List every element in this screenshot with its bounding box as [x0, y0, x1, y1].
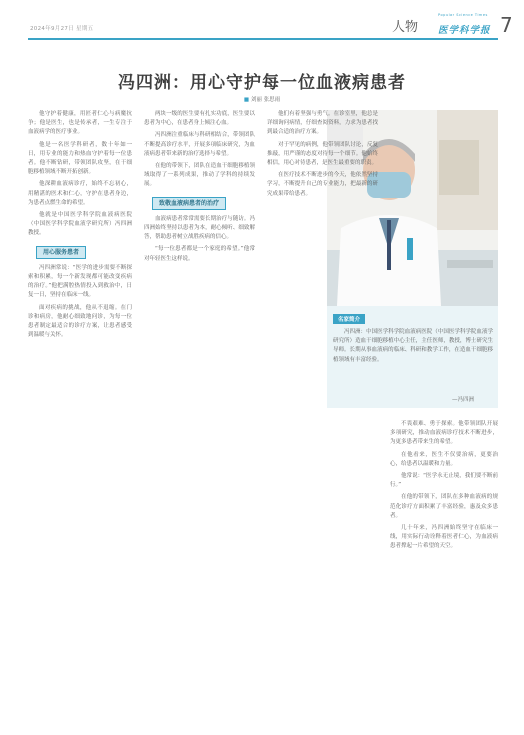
article-title: 冯四洲：用心守护每一位血液病患者 [118, 73, 406, 93]
byline-text: 刘丽 张思雨 [250, 97, 281, 103]
profile-tag: 名家简介 [333, 314, 365, 324]
byline-dot-icon: ■ [243, 97, 250, 103]
paragraph: 血液病患者常常需要长期治疗与随访。冯四洲始终坚持以患者为本，耐心倾听、细致解答，帮助患者树立战胜疾病的信心。 [144, 215, 255, 241]
paragraph: 他守护着健康，用匠者仁心与病魔抗争；他是医生，也是传承者，一生专注于血液病学的医疗事业。 [28, 111, 132, 136]
issue-date: 2024年9月27日 星期五 [30, 26, 94, 32]
page-header [0, 0, 524, 42]
article-body [28, 110, 498, 730]
paragraph: 他就是中国医学科学院血液病医院（中国医学科学院血液学研究所）冯四洲教授。 [28, 212, 132, 237]
column-1 [28, 110, 132, 343]
paragraph: 冯四洲常说：“医学的进步需要不断探索和积累，每一个新发现都可能改变疾病的治疗。”他把满腔热情投入到救治中，日复一日，坚持在临床一线。 [28, 264, 132, 299]
paragraph: 他深耕血液病诊疗，始终不忘初心，用精湛的医术和仁心，守护在患者身边，为患者点燃生命的希望。 [28, 181, 132, 206]
paragraph: 在他看来，医生不仅要治病，更要治心，给患者以温暖和力量。 [390, 451, 498, 467]
paragraph: 他们有着坚强与勇气。在诊室里，他总是详细询问病情，仔细查阅资料，力求为患者找到最合适的治疗方案。 [267, 111, 378, 136]
paragraph: 在他的带领下，团队在多种血液病的规范化诊疗方面积累了丰富经验，惠及众多患者。 [390, 494, 498, 519]
logo-english: Popular Science Times [438, 13, 488, 17]
paragraph: 在医疗技术不断进步的今天，他依然坚持学习，不断提升自己的专业能力，把最新的研究成果带给患者。 [267, 172, 378, 197]
paragraph: 他是一名医学科研者，数十年如一日，用专业的能力和热血守护着每一位患者。他不断钻研，带领团队攻坚，在干细胞移植领域不断开拓创新。 [28, 141, 132, 176]
header-rule [28, 38, 498, 40]
byline [0, 95, 524, 103]
paragraph: 面对疾病的挑战，他从不退缩。在门诊和病房，他耐心细致地问诊，为每一位患者制定最适合的诊疗方案，让患者感受到温暖与关怀。 [28, 304, 132, 339]
logo-chinese: 医学科学报 [438, 25, 491, 36]
paragraph: 对于罕见的病例，他带领团队讨论，反复推敲，用严谨的态度对待每一个细节。他始终相信，用心对待患者，是医生最重要的职责。 [267, 141, 378, 167]
column-2 [144, 110, 255, 267]
paragraph: 他常说：“医学永无止境，我们要不断前行。” [390, 473, 498, 489]
profile-text: 冯四洲：中国医学科学院血液病医院（中国医学科学院血液学研究所）造血干细胞移植中心主任，主任医师，教授，博士研究生导师。长期从事血液病的临床、科研和教学工作，在造血干细胞移植领域有丰富经验。 [333, 329, 493, 363]
column-4 [390, 420, 498, 555]
column-3 [267, 110, 378, 202]
page-number: 7 [500, 13, 513, 37]
paragraph: 不畏艰难、勇于探索。他带领团队开展多项研究，推动血液病诊疗技术不断进步，为更多患者带来生的希望。 [390, 421, 498, 446]
paragraph: “每一位患者都是一个家庭的希望。”他常对年轻医生这样说。 [144, 246, 255, 262]
paragraph: 几十年来，冯四洲始终坚守在临床一线，用实际行动诠释着医者仁心，为血液病患者撑起一片希望的天空。 [390, 525, 498, 550]
paragraph: 冯四洲注重临床与科研相结合，带领团队不断提高诊疗水平，开展多项临床研究，为血液病患者带来新的治疗选择与希望。 [144, 132, 255, 157]
profile-signature: —冯四洲 [451, 397, 474, 403]
paragraph: 两块一级的医生要有扎实功底，医生要以患者为中心，在患者身上倾注心血。 [144, 111, 255, 127]
section-name: 人物 [392, 20, 419, 35]
paragraph: 在他的带领下，团队在造血干细胞移植领域取得了一系列成果，推动了学科的持续发展。 [144, 163, 255, 188]
subheading-1: 用心服务患者 [36, 246, 86, 259]
subheading-2: 致敬血液病患者的治疗 [152, 197, 226, 210]
